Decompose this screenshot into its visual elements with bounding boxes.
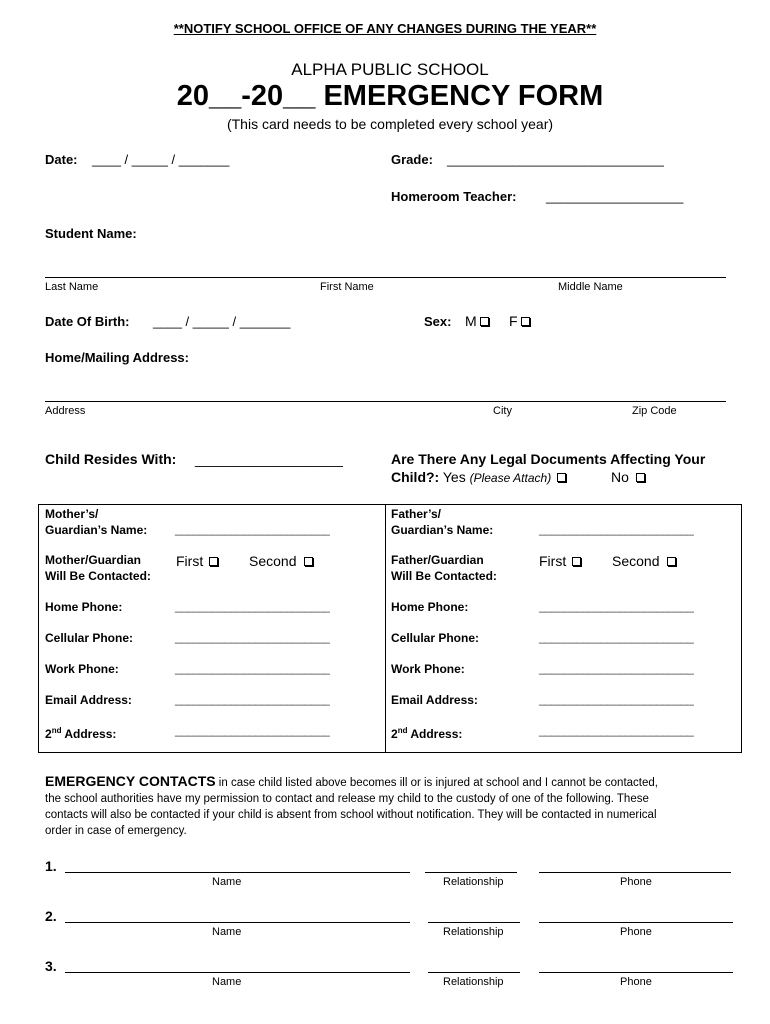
legal-no-checkbox[interactable]: [636, 473, 645, 482]
grade-field[interactable]: ______________________________: [447, 152, 664, 167]
father-second-address-label: [391, 723, 462, 742]
date-field[interactable]: ____ / _____ / _______: [92, 152, 230, 167]
sex-female-option[interactable]: [509, 313, 530, 329]
father-name-field[interactable]: _________________________: [539, 522, 694, 536]
father-first-option[interactable]: [539, 553, 581, 569]
emergency-heading: EMERGENCY CONTACTS: [45, 773, 216, 789]
mother-name-field[interactable]: _________________________: [175, 522, 330, 536]
emergency-text-3: contacts will also be contacted if your child is absent from school without notification. They will be contacted in numerical: [45, 809, 657, 821]
father-home-phone-label: Home Phone:: [391, 600, 469, 614]
address-caption: Address: [45, 405, 86, 417]
student-name-field[interactable]: [45, 277, 726, 278]
father-contact-label-line1: Father/Guardian: [391, 553, 484, 567]
notify-notice: **NOTIFY SCHOOL OFFICE OF ANY CHANGES DURING THE YEAR**: [173, 21, 597, 36]
last-name-caption: Last Name: [45, 281, 99, 293]
father-cell-phone-label: Cellular Phone:: [391, 631, 480, 645]
father-second-address-sup: nd: [397, 726, 408, 735]
home-address-label: Home/Mailing Address:: [45, 350, 189, 365]
parent-info-box: [38, 504, 742, 753]
contact-1-name-caption: Name: [212, 876, 242, 888]
contact-3-phone-caption: Phone: [620, 976, 652, 988]
contact-3-relationship-field[interactable]: [428, 972, 520, 973]
school-name: ALPHA PUBLIC SCHOOL: [291, 60, 489, 79]
father-home-phone-field[interactable]: _________________________: [539, 599, 694, 613]
father-second-address-num: 2: [391, 727, 398, 741]
father-name-label-line2: Guardian’s Name:: [391, 523, 494, 537]
legal-yes-option[interactable]: [443, 469, 566, 485]
father-first-checkbox[interactable]: [572, 557, 581, 566]
grade-label: Grade:: [391, 152, 433, 167]
contact-2-name-field[interactable]: [65, 922, 410, 923]
mother-first-option[interactable]: [176, 553, 218, 569]
legal-documents-line2: [391, 469, 566, 485]
mother-second-option[interactable]: [249, 553, 313, 569]
contact-3-name-caption: Name: [212, 976, 242, 988]
father-contact-label-line2: Will Be Contacted:: [391, 569, 497, 583]
emergency-text-4: order in case of emergency.: [45, 825, 187, 837]
emergency-text-1: in case child listed above becomes ill or is injured at school and I cannot be contacted,: [215, 777, 658, 789]
homeroom-teacher-field[interactable]: ___________________: [546, 189, 684, 204]
first-name-caption: First Name: [320, 281, 374, 293]
contact-1-relationship-caption: Relationship: [443, 876, 504, 888]
emergency-line-1: [45, 773, 658, 791]
father-first-label: First: [539, 553, 567, 569]
parent-box-divider: [385, 504, 386, 753]
legal-child-label: Child?:: [391, 469, 440, 485]
father-name-label: [391, 506, 493, 538]
father-work-phone-label: Work Phone:: [391, 662, 465, 676]
mother-email-field[interactable]: _________________________: [175, 692, 330, 706]
contact-3-relationship-caption: Relationship: [443, 976, 504, 988]
mother-work-phone-label: Work Phone:: [45, 662, 119, 676]
mother-home-phone-field[interactable]: _________________________: [175, 599, 330, 613]
mother-cell-phone-field[interactable]: _________________________: [175, 630, 330, 644]
contact-2-phone-caption: Phone: [620, 926, 652, 938]
mother-home-phone-label: Home Phone:: [45, 600, 123, 614]
mother-name-label: [45, 506, 147, 538]
mother-name-label-line1: Mother’s/: [45, 507, 99, 521]
dob-label: Date Of Birth:: [45, 314, 130, 329]
sex-female-checkbox[interactable]: [521, 317, 530, 326]
dob-field[interactable]: ____ / _____ / _______: [153, 314, 291, 329]
father-name-label-line1: Father’s/: [391, 507, 442, 521]
legal-yes-label: Yes: [442, 469, 466, 485]
contact-1-relationship-field[interactable]: [425, 872, 517, 873]
sex-label: Sex:: [424, 314, 452, 329]
mother-second-address-label: [45, 723, 116, 742]
father-second-label: Second: [612, 553, 660, 569]
contact-2-relationship-field[interactable]: [428, 922, 520, 923]
date-label: Date:: [45, 152, 78, 167]
homeroom-teacher-label: Homeroom Teacher:: [391, 189, 517, 204]
contact-3-name-field[interactable]: [65, 972, 410, 973]
form-title: 20__-20__ EMERGENCY FORM: [176, 80, 604, 112]
mother-second-address-sup: nd: [51, 726, 62, 735]
mother-name-label-line2: Guardian’s Name:: [45, 523, 148, 537]
legal-no-option[interactable]: [611, 469, 645, 485]
contact-1-number: 1.: [45, 858, 57, 874]
father-second-checkbox[interactable]: [667, 557, 676, 566]
mother-contact-label-line2: Will Be Contacted:: [45, 569, 151, 583]
contact-1-phone-field[interactable]: [539, 872, 731, 873]
child-resides-field[interactable]: ___________________: [195, 451, 343, 467]
city-caption: City: [493, 405, 512, 417]
father-cell-phone-field[interactable]: _________________________: [539, 630, 694, 644]
child-resides-label: Child Resides With:: [45, 451, 177, 467]
middle-name-caption: Middle Name: [558, 281, 623, 293]
mother-cell-phone-label: Cellular Phone:: [45, 631, 134, 645]
sex-male-label: M: [465, 313, 477, 329]
sex-male-checkbox[interactable]: [480, 317, 489, 326]
emergency-text-2: the school authorities have my permission to contact and release my child to the custody of one of the following. These: [45, 793, 649, 805]
mother-email-label: Email Address:: [45, 693, 132, 707]
student-name-label: Student Name:: [45, 226, 137, 241]
zip-code-caption: Zip Code: [632, 405, 677, 417]
mother-contact-label: [45, 552, 151, 584]
father-contact-label: [391, 552, 497, 584]
home-address-field[interactable]: [45, 401, 726, 402]
mother-contact-label-line1: Mother/Guardian: [45, 553, 142, 567]
father-second-option[interactable]: [612, 553, 676, 569]
contact-3-number: 3.: [45, 958, 57, 974]
father-work-phone-field[interactable]: _________________________: [539, 661, 694, 675]
legal-no-label: No: [611, 469, 629, 485]
contact-2-number: 2.: [45, 908, 57, 924]
mother-second-label: Second: [249, 553, 297, 569]
contact-1-name-field[interactable]: [65, 872, 410, 873]
contact-2-phone-field[interactable]: [539, 922, 733, 923]
father-second-address-field[interactable]: _________________________: [539, 723, 694, 737]
contact-3-phone-field[interactable]: [539, 972, 733, 973]
mother-second-checkbox[interactable]: [304, 557, 313, 566]
legal-yes-checkbox[interactable]: [557, 473, 566, 482]
form-subtitle: (This card needs to be completed every school year): [226, 116, 554, 132]
mother-first-label: First: [176, 553, 204, 569]
contact-2-relationship-caption: Relationship: [443, 926, 504, 938]
legal-attach-note: (Please Attach): [469, 471, 552, 485]
father-email-field[interactable]: _________________________: [539, 692, 694, 706]
mother-second-address-num: 2: [45, 727, 52, 741]
legal-documents-question: Are There Any Legal Documents Affecting Your: [391, 451, 706, 467]
contact-1-phone-caption: Phone: [620, 876, 652, 888]
father-second-address-text: Address:: [407, 727, 463, 741]
sex-female-label: F: [509, 313, 518, 329]
mother-work-phone-field[interactable]: _________________________: [175, 661, 330, 675]
mother-first-checkbox[interactable]: [209, 557, 218, 566]
mother-second-address-text: Address:: [61, 727, 117, 741]
mother-second-address-field[interactable]: _________________________: [175, 723, 330, 737]
father-email-label: Email Address:: [391, 693, 478, 707]
sex-male-option[interactable]: [465, 313, 489, 329]
contact-2-name-caption: Name: [212, 926, 242, 938]
emergency-paragraph: [45, 773, 658, 839]
